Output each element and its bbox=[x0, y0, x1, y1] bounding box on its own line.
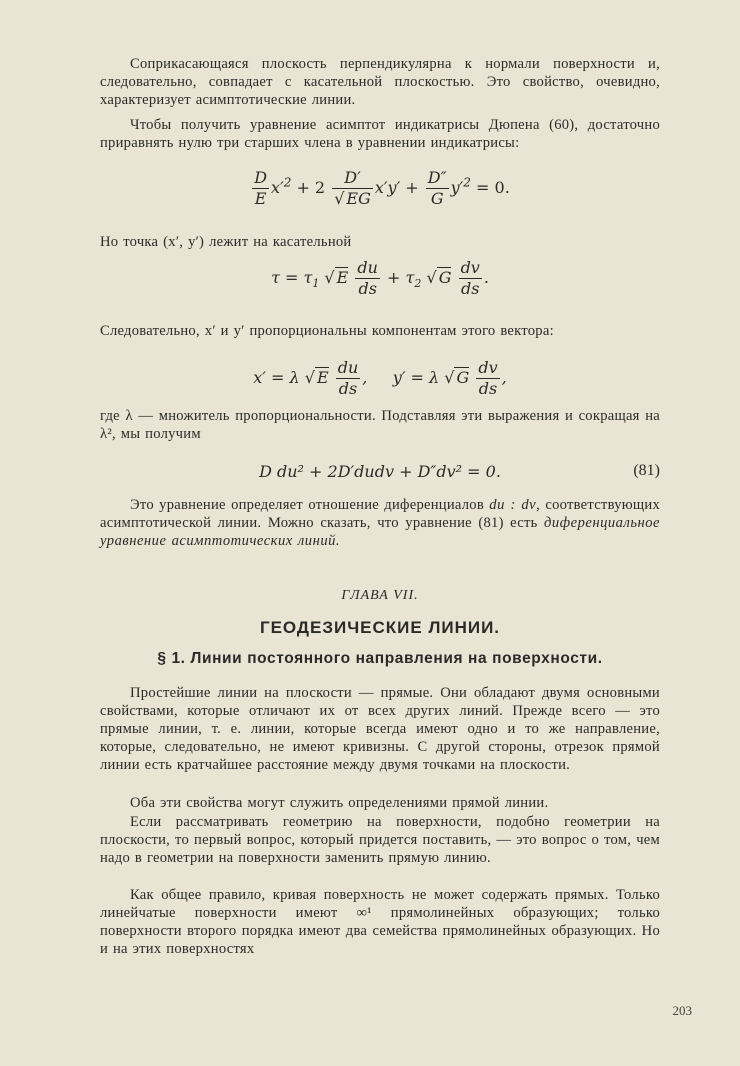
paragraph-10 bbox=[100, 886, 660, 958]
paragraph-text: Следовательно, x′ и y′ пропорциональны компонентам этого вектора: bbox=[100, 323, 554, 339]
chapter-number: ГЛАВА VII. bbox=[341, 588, 419, 603]
paragraph-7 bbox=[100, 684, 660, 774]
paragraph-3 bbox=[100, 233, 660, 251]
paragraph-text: Простейшие линии на плоскости — прямые. Они обладают двумя основными свойствами, которые отличают их от всех других линий. Прежде всего — это прямые линии, т. е. линии, которые всегда имеют одно и то же направление, которые, следовательно, не имеют кривизны. С другой стороны, отрезок прямой линии есть кратчайшее расстояние между двумя точками на плоскости. bbox=[100, 685, 660, 773]
paragraph-2 bbox=[100, 116, 660, 152]
paragraph-4 bbox=[100, 322, 660, 340]
page-number: 203 bbox=[672, 1003, 692, 1018]
equation-indicatrix: $\frac{D}{E}$ $x'^2 + 2$ $\frac{D'}{√ EG}$ x′y′ + $\frac{D''}{G}$ $y'^2 = 0$. bbox=[254, 168, 510, 208]
paragraph-9 bbox=[100, 813, 660, 867]
equation-components: x′ = λ √ E $\frac{du}{ds}$ , y′ = λ √ G $\frac{dv}{ds}$ , bbox=[253, 358, 507, 398]
paragraph-5 bbox=[100, 407, 660, 443]
paragraph-text: Но точка (x′, y′) лежит на касательной bbox=[100, 234, 352, 250]
definition-term: диференциальное уравнение асимптотических линий. bbox=[100, 515, 660, 549]
paragraph-text: Чтобы получить уравнение асимптот индикатрисы Дюпена (60), достаточно приравнять нулю три старших члена в уравнении индикатрисы: bbox=[100, 117, 660, 151]
paragraph-text: Оба эти свойства могут служить определениями прямой линии. bbox=[130, 795, 549, 811]
paragraph-text: Это уравнение определяет отношение диференциалов du : dv, соответствующих асимптотической линии. Можно сказать, что уравнение (81) есть диференциальное уравнение асимптотических линий. bbox=[100, 497, 660, 549]
equation-81-text: D du² + 2D′dudv + D″dv² = 0. bbox=[259, 462, 501, 481]
equation-number: (81) bbox=[633, 462, 660, 479]
paragraph-text: Соприкасающаяся плоскость перпендикулярна к нормали поверхности и, следовательно, совпадает с касательной плоскостью. Это свойство, очевидно, характеризует асимптотические линии. bbox=[100, 56, 660, 108]
section-heading: § 1. Линии постоянного направления на поверхности. bbox=[157, 650, 603, 667]
equation-81 bbox=[100, 462, 660, 481]
paragraph-1 bbox=[100, 55, 660, 109]
equation-tangent: $\tau = \tau_1$ √ E $\frac{du}{ds}$ + $\tau_2$ √ G $\frac{dv}{ds}$ . bbox=[271, 258, 489, 298]
paragraph-text: Как общее правило, кривая поверхность не может содержать прямых. Только линейчатые поверхности имеют ∞¹ прямолинейных образующих; только поверхности второго порядка имеют два семейства прямолинейных образующих. Но и на этих поверхностях bbox=[100, 887, 660, 957]
paragraph-text: Если рассматривать геометрию на поверхности, подобно геометрии на плоскости, то первый вопрос, который придется поставить, — это вопрос о том, чем надо в геометрии на поверхности заменить прямую линию. bbox=[100, 814, 660, 866]
paragraph-text: где λ — множитель пропорциональности. Подставляя эти выражения и сокращая на λ², мы получим bbox=[100, 408, 660, 442]
paragraph-6 bbox=[100, 496, 660, 550]
paragraph-8 bbox=[100, 794, 660, 812]
chapter-title: ГЕОДЕЗИЧЕСКИЕ ЛИНИИ. bbox=[259, 618, 501, 637]
